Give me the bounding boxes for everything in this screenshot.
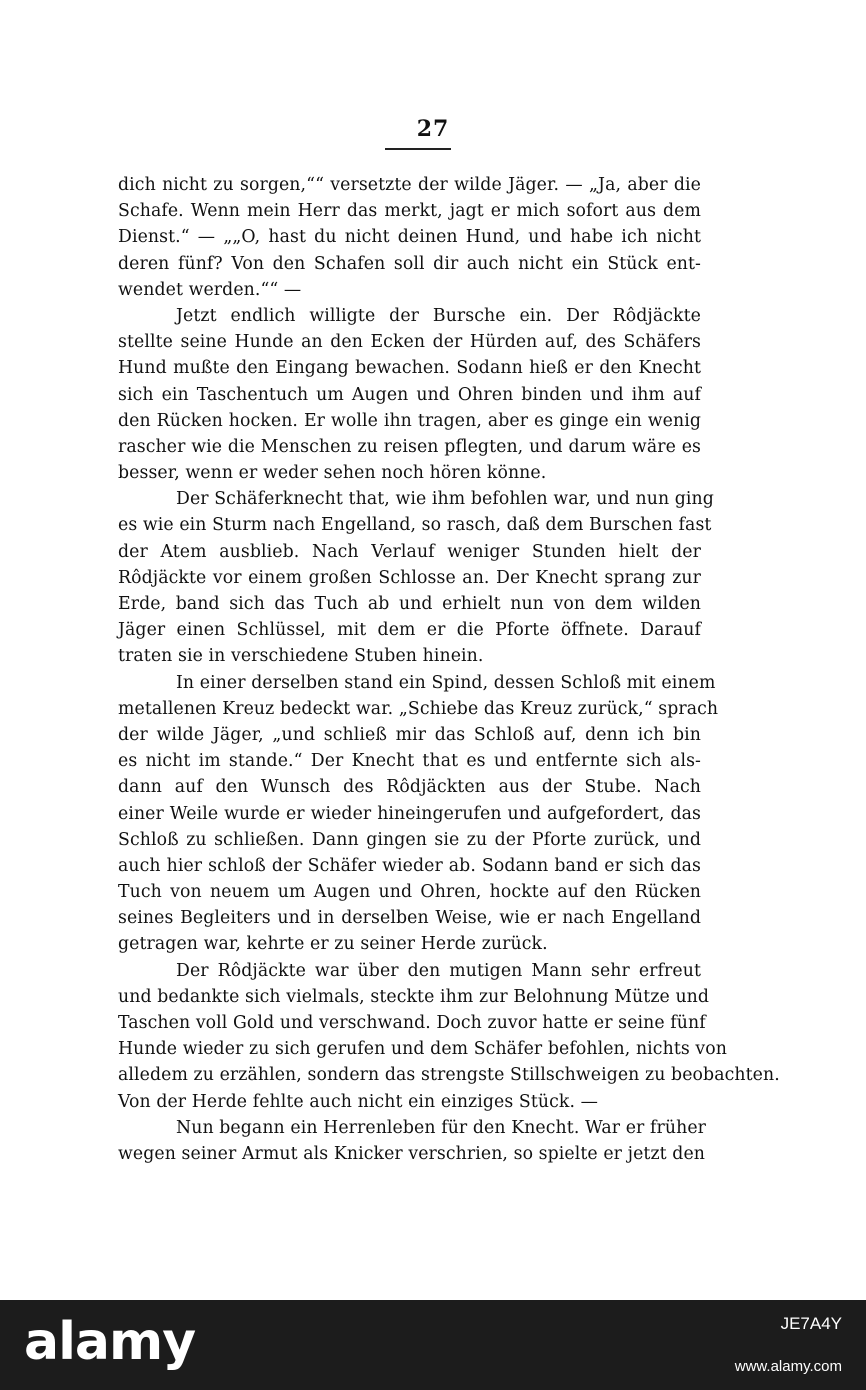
text-line: Erde, band sich das Tuch ab und erhielt nun von dem wilden [118,594,701,614]
text-line: Dienst.“ — „„O, hast du nicht deinen Hund, und habe ich nicht [118,227,701,248]
text-line: sich ein Taschentuch um Augen und Ohren binden und ihm auf [118,384,701,405]
text-line: es wie ein Sturm nach Engelland, so rasch, daß dem Burschen fast [118,515,712,536]
page-number-rule [385,148,451,150]
text-line: seines Begleiters und in derselben Weise, wie er nach Engelland [118,908,701,929]
text-line: Hund mußte den Eingang bewachen. Sodann hieß er den Knecht [118,358,701,379]
text-line: Schloß zu schließen. Dann gingen sie zu der Pforte zurück, und [118,829,701,850]
image-id: JE7A4Y [780,1314,842,1333]
text-line: besser, wenn er weder sehen noch hören könne. [118,463,547,484]
paragraph [118,303,701,486]
text-line: einer Weile wurde er wieder hineingerufen und aufgefordert, das [118,803,701,824]
brand-url: www.alamy.com [734,1358,842,1375]
paragraph [118,670,719,958]
text-line: deren fünf? Von den Schafen soll dir auch nicht ein Stück ent- [118,253,701,274]
text-line: Der Schäferknecht that, wie ihm befohlen war, und nun ging [176,489,714,510]
text-line: Rôdjäckte vor einem großen Schlosse an. Der Knecht sprang zur [118,567,701,588]
text-line: Jetzt endlich willigte der Bursche ein. Der Rôdjäckte [176,305,701,326]
text-line: dann auf den Wunsch des Rôdjäckten aus der Stube. Nach [118,777,701,798]
text-line: der Atem ausblieb. Nach Verlauf weniger Stunden hielt der [118,541,701,562]
text-line: In einer derselben stand ein Spind, dessen Schloß mit einem [176,672,716,693]
body-text [118,172,780,1167]
paragraph [118,1115,707,1167]
text-line: Hunde wieder zu sich gerufen und dem Schäfer befohlen, nichts von [118,1039,728,1060]
alamy-logo: alamy [24,1312,196,1372]
text-line: rascher wie die Menschen zu reisen pflegten, und darum wäre es [118,436,701,457]
text-line: und bedankte sich vielmals, steckte ihm zur Belohnung Mütze und [118,986,710,1007]
text-line: traten sie in verschiedene Stuben hinein. [118,646,484,667]
text-line: wendet werden.““ — [118,279,302,300]
paragraph [118,486,714,669]
text-line: Taschen voll Gold und verschwand. Doch zuvor hatte er seine fünf [118,1013,706,1033]
text-line: der wilde Jäger, „und schließ mir das Schloß auf, denn ich bin [118,724,701,745]
text-line: wegen seiner Armut als Knicker verschrien, so spielte er jetzt den [118,1143,706,1164]
paragraph [118,172,701,303]
text-line: metallenen Kreuz bedeckt war. „Schiebe das Kreuz zurück,“ sprach [118,698,719,719]
text-line: Tuch von neuem um Augen und Ohren, hockte auf den Rücken [118,882,701,903]
text-line: Schafe. Wenn mein Herr das merkt, jagt er mich sofort aus dem [118,201,701,222]
watermark-bar [0,1300,866,1390]
text-line: Nun begann ein Herrenleben für den Knecht. War er früher [176,1117,707,1138]
text-line: es nicht im stande.“ Der Knecht that es und entfernte sich als- [118,751,701,772]
text-line: getragen war, kehrte er zu seiner Herde zurück. [118,934,548,955]
text-line: stellte seine Hunde an den Ecken der Hürden auf, des Schäfers [118,332,701,353]
text-line: den Rücken hocken. Er wolle ihn tragen, aber es ginge ein wenig [118,410,701,431]
text-line: dich nicht zu sorgen,““ versetzte der wilde Jäger. — „Ja, aber die [118,175,701,195]
text-line: Der Rôdjäckte war über den mutigen Mann sehr erfreut [176,960,701,981]
text-line: Von der Herde fehlte auch nicht ein einziges Stück. — [118,1091,599,1112]
text-line: Jäger einen Schlüssel, mit dem er die Pforte öffnete. Darauf [118,620,701,641]
page-number: 27 [416,116,450,142]
text-line: auch hier schloß der Schäfer wieder ab. Sodann band er sich das [118,855,701,876]
text-line: alledem zu erzählen, sondern das strengste Stillschweigen zu beobachten. [118,1065,780,1086]
paragraph [118,958,780,1115]
